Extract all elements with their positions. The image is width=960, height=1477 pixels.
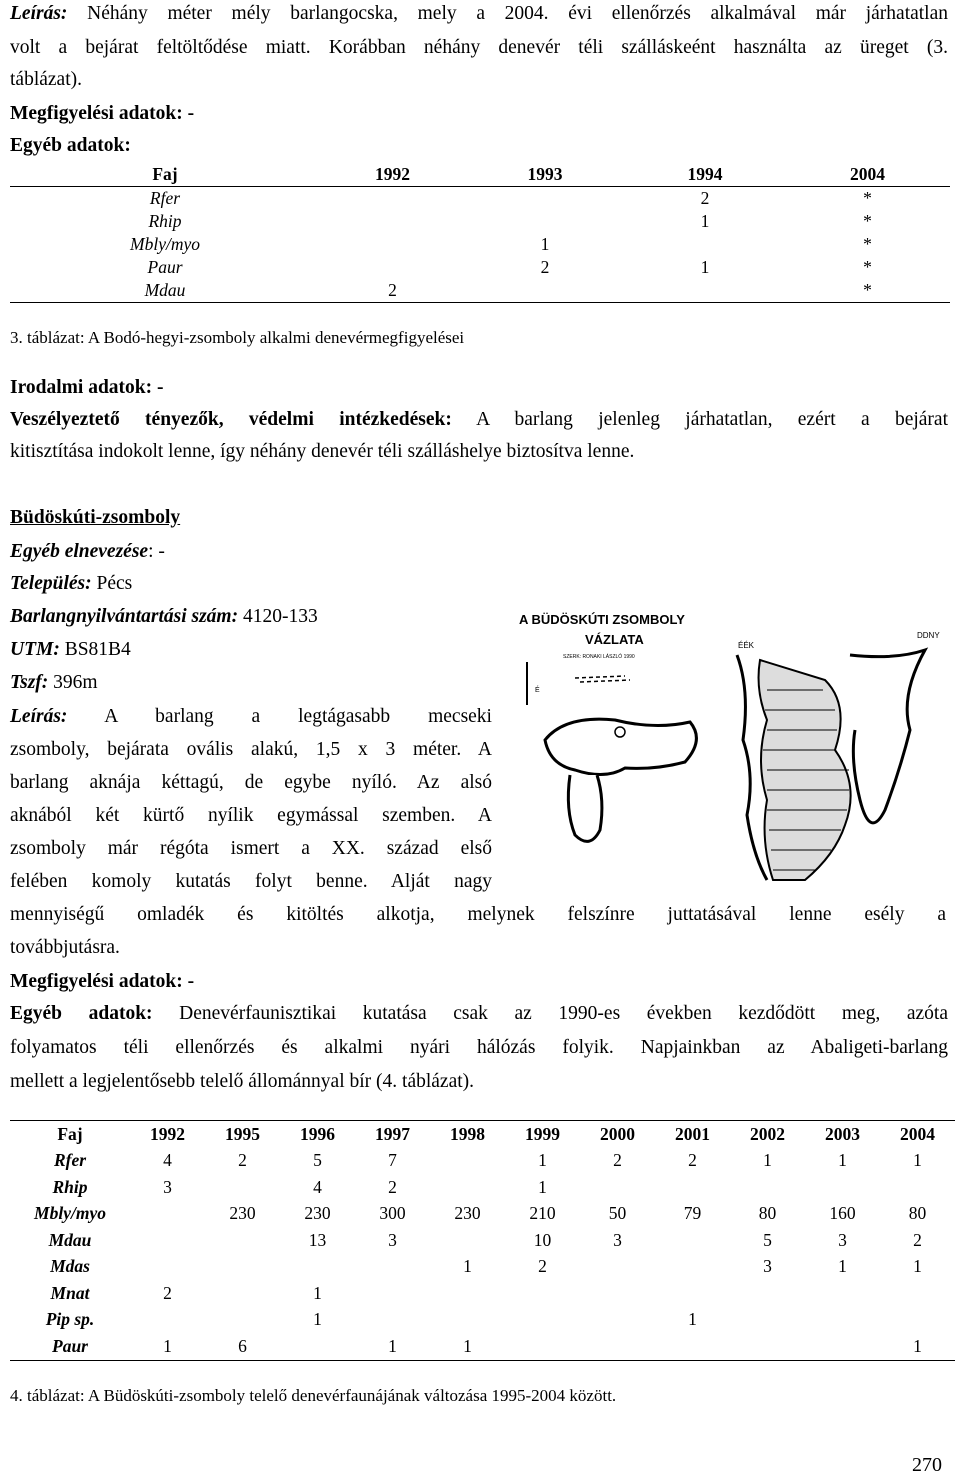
table-cell: [430, 1227, 505, 1254]
table-cell: 1: [913, 1256, 922, 1277]
table-cell: 1: [540, 234, 550, 254]
table-4-header-cell: 2003: [805, 1121, 880, 1148]
table-3-header-cell: 1993: [465, 162, 625, 187]
table-4-header-cell: 1997: [355, 1121, 430, 1148]
table-4-header: [10, 1121, 955, 1148]
altitude-label: Tszf:: [10, 672, 49, 693]
table-cell: 1: [313, 1309, 322, 1330]
table-cell: 1: [130, 1333, 205, 1360]
settlement-label: Település:: [10, 573, 92, 594]
table-cell: 10: [533, 1229, 552, 1250]
table-cell: 160: [829, 1203, 856, 1224]
table-cell: 5: [313, 1150, 322, 1171]
table-cell: [655, 1227, 730, 1254]
table-cell: [205, 1227, 280, 1254]
table-cell: [805, 1307, 880, 1334]
table-cell: *: [863, 211, 872, 231]
cave-desc-line8: továbbjutásra.: [10, 937, 120, 958]
table-cell: 2: [700, 188, 710, 208]
table-cell: *: [863, 234, 872, 254]
species-cell: Rhip: [52, 1176, 88, 1197]
table-cell: 300: [379, 1203, 406, 1224]
table-cell: 2: [613, 1150, 622, 1171]
table-cell: [580, 1174, 655, 1201]
table-4-caption: 4. táblázat: A Büdöskúti-zsomboly telelő denevérfaunájának változása 1995-2004 között.: [10, 1386, 617, 1405]
table-4-header-cell: 2002: [730, 1121, 805, 1148]
table-3-header: [10, 162, 950, 187]
literature-heading: Irodalmi adatok: -: [10, 377, 164, 398]
table-cell: [130, 1307, 205, 1334]
cave-registry: [10, 605, 318, 629]
table-cell: 1: [700, 211, 710, 231]
table-4-header-cell: 1999: [505, 1121, 580, 1148]
observation-heading-1: Megfigyelési adatok: -: [10, 103, 195, 124]
cave-alt-name: [10, 540, 165, 564]
table-cell: [465, 210, 625, 233]
table-cell: [730, 1174, 805, 1201]
other-data-line3: mellett a legjelentősebb telelő állománnyal bír (4. táblázat).: [10, 1071, 475, 1092]
species-cell: Mdas: [50, 1256, 90, 1277]
table-row: [10, 256, 950, 279]
threats-line2: kitisztítása indokolt lenne, így néhány denevér téli szálláshelye biztosítva lenne.: [10, 441, 635, 462]
table-cell: [130, 1227, 205, 1254]
threats-label: Veszélyeztető tényezők, védelmi intézkedések:: [10, 409, 452, 430]
table-4-header-cell: Faj: [10, 1121, 130, 1148]
table-cell: 5: [763, 1229, 772, 1250]
species-cell: Mbly/myo: [34, 1203, 106, 1224]
cave-sketch: [505, 600, 955, 890]
cave-altitude: [10, 671, 98, 695]
table-cell: [580, 1280, 655, 1307]
cave-desc-line6: felében komoly kutatás folyt benne. Alját nagy: [10, 871, 492, 892]
table-cell: 1: [538, 1150, 547, 1171]
table-cell: [205, 1307, 280, 1334]
table-cell: 210: [529, 1203, 556, 1224]
table-cell: [805, 1333, 880, 1360]
table-cell: 2: [320, 279, 465, 303]
utm-value: BS81B4: [64, 639, 131, 660]
registry-label: Barlangnyilvántartási szám:: [10, 606, 239, 627]
table-cell: 2: [538, 1256, 547, 1277]
other-data-line2: folyamatos téli ellenőrzés és alkalmi nyári hálózás folyik. Napjainkban az Abaligeti-barlang: [10, 1037, 948, 1058]
sketch-label-ddny: DDNY: [917, 631, 940, 640]
para1-line2: volt a bejárat feltöltődése miatt. Korábban néhány denevér téli szálláskeént használta az üreget (3.: [10, 37, 948, 58]
table-row: [10, 233, 950, 256]
sketch-subtitle: VÁZLATA: [585, 632, 644, 647]
table-cell: 6: [205, 1333, 280, 1360]
para1-text1: Néhány méter mély barlangocska, mely a 2004. évi ellenőrzés alkalmával már járhatatlan: [87, 3, 949, 24]
table-cell: 2: [163, 1282, 172, 1303]
threats-line1: [10, 408, 948, 432]
cave-settlement: [10, 572, 132, 596]
other-data-heading-1: Egyéb adatok:: [10, 135, 131, 156]
table-cell: 1: [700, 257, 710, 277]
table-cell: 230: [454, 1203, 481, 1224]
table-cell: 2: [540, 257, 550, 277]
table-cell: 2: [238, 1150, 247, 1171]
table-3-header-cell: 2004: [785, 162, 950, 187]
table-cell: [880, 1307, 955, 1334]
cave-desc-line4: aknából két kürtő nyílik egymással szemben. A: [10, 805, 492, 826]
table-cell: 1: [430, 1333, 505, 1360]
table-4-header-cell: 2004: [880, 1121, 955, 1148]
table-cell: [730, 1280, 805, 1307]
table-cell: 230: [304, 1203, 331, 1224]
table-cell: 230: [229, 1203, 256, 1224]
other-data-line1: [10, 1002, 948, 1026]
table-cell: 1: [763, 1150, 772, 1171]
table-row: [10, 1201, 955, 1228]
sketch-label-e: É: [535, 687, 540, 694]
cave-desc-line3: barlang aknája kéttagú, de egybe nyíló. Az alsó: [10, 772, 492, 793]
table-cell: 3: [163, 1176, 172, 1197]
para1-line3: táblázat).: [10, 69, 82, 90]
table-cell: [280, 1333, 355, 1360]
table-cell: [580, 1307, 655, 1334]
table-cell: *: [863, 257, 872, 277]
cave-desc-line1: [10, 705, 492, 729]
table-cell: [730, 1307, 805, 1334]
table-cell: 1: [313, 1282, 322, 1303]
threats-text1: A barlang jelenleg járhatatlan, ezért a bejárat: [476, 409, 948, 430]
table-cell: 13: [308, 1229, 327, 1250]
table-cell: [655, 1254, 730, 1281]
observation-heading-2: Megfigyelési adatok: -: [10, 971, 195, 992]
table-row: [10, 1280, 955, 1307]
cave-utm: [10, 638, 131, 662]
table-4: [10, 1120, 955, 1361]
table-cell: 80: [758, 1203, 777, 1224]
utm-label: UTM:: [10, 639, 60, 660]
table-cell: 7: [388, 1150, 397, 1171]
species-cell: Mdau: [48, 1229, 92, 1250]
table-cell: [205, 1174, 280, 1201]
table-row: [10, 1307, 955, 1334]
para1-label: Leírás:: [10, 3, 68, 24]
table-cell: 1: [913, 1150, 922, 1171]
table-cell: [205, 1254, 280, 1281]
table-cell: [430, 1280, 505, 1307]
sketch-author: SZERK: RONAKI LÁSZLÓ 1990: [563, 654, 635, 660]
alt-name-label: Egyéb elnevezése: [10, 541, 149, 562]
table-row: [10, 187, 950, 211]
plan-view-lower: [568, 775, 602, 841]
table-cell: *: [863, 188, 872, 208]
table-cell: [880, 1280, 955, 1307]
surface-line: [575, 676, 630, 682]
table-3-header-cell: Faj: [10, 162, 320, 187]
species-cell: Rhip: [148, 211, 182, 231]
table-4-header-cell: 1996: [280, 1121, 355, 1148]
other-data-label: Egyéb adatok:: [10, 1003, 153, 1024]
table-row: [10, 279, 950, 303]
cave-desc-line5: zsomboly már régóta ismert a XX. század első: [10, 838, 492, 859]
sketch-title: A BÜDÖSKÚTI ZSOMBOLY: [519, 612, 685, 627]
table-cell: [430, 1148, 505, 1175]
table-cell: [625, 279, 785, 303]
registry-value: 4120-133: [242, 606, 318, 627]
table-cell: 3: [613, 1229, 622, 1250]
table-cell: 1: [880, 1333, 955, 1360]
species-cell: Mdau: [10, 279, 320, 303]
table-cell: [655, 1333, 730, 1360]
species-cell: Pip sp.: [45, 1309, 95, 1330]
table-row: [10, 1333, 955, 1360]
table-cell: [805, 1280, 880, 1307]
species-cell: Paur: [147, 257, 183, 277]
table-cell: [625, 233, 785, 256]
table-3-header-cell: 1994: [625, 162, 785, 187]
table-cell: [805, 1174, 880, 1201]
alt-name-value: : -: [148, 541, 165, 562]
sketch-label-eek: ÉÉK: [738, 641, 755, 650]
table-cell: [320, 187, 465, 211]
table-row: [10, 1148, 955, 1175]
table-cell: [730, 1333, 805, 1360]
table-cell: 79: [683, 1203, 702, 1224]
table-4-header-cell: 1998: [430, 1121, 505, 1148]
table-cell: [320, 256, 465, 279]
table-4-header-cell: 2001: [655, 1121, 730, 1148]
table-cell: [355, 1254, 430, 1281]
table-cell: [130, 1254, 205, 1281]
table-cell: 4: [313, 1176, 322, 1197]
table-cell: [465, 279, 625, 303]
table-cell: [130, 1201, 205, 1228]
table-cell: [505, 1280, 580, 1307]
table-cell: [280, 1254, 355, 1281]
table-row: [10, 1174, 955, 1201]
table-cell: [880, 1174, 955, 1201]
cave-desc-line2: zsomboly, bejárata ovális alakú, 1,5 x 3 méter. A: [10, 739, 492, 760]
para1-line1: [10, 2, 948, 26]
page-number: 270: [912, 1454, 942, 1476]
table-cell: [655, 1280, 730, 1307]
table-4-header-cell: 1995: [205, 1121, 280, 1148]
table-cell: [505, 1307, 580, 1334]
table-cell: [430, 1174, 505, 1201]
table-cell: [205, 1280, 280, 1307]
table-cell: 2: [913, 1229, 922, 1250]
table-row: [10, 1254, 955, 1281]
species-cell: Mnat: [50, 1282, 90, 1303]
table-4-header-cell: 1992: [130, 1121, 205, 1148]
table-cell: 1: [838, 1150, 847, 1171]
species-cell: Mbly/myo: [130, 234, 200, 254]
table-cell: 1: [463, 1256, 472, 1277]
table-cell: [580, 1333, 655, 1360]
table-cell: 2: [688, 1150, 697, 1171]
species-cell: Rfer: [53, 1150, 87, 1171]
section-right-wall: [850, 650, 925, 823]
table-cell: 1: [538, 1176, 547, 1197]
table-3-header-cell: 1992: [320, 162, 465, 187]
species-cell: Rfer: [149, 188, 181, 208]
table-cell: [655, 1174, 730, 1201]
table-cell: 2: [388, 1176, 397, 1197]
table-cell: 4: [163, 1150, 172, 1171]
species-cell: Paur: [10, 1333, 130, 1360]
table-cell: [355, 1280, 430, 1307]
table-4-header-cell: 2000: [580, 1121, 655, 1148]
table-cell: 3: [838, 1229, 847, 1250]
table-row: [10, 210, 950, 233]
desc-label: Leírás:: [10, 706, 68, 727]
table-row: [10, 1227, 955, 1254]
table-cell: 1: [688, 1309, 697, 1330]
table-cell: *: [785, 279, 950, 303]
table-cell: 1: [838, 1256, 847, 1277]
cave-desc-line7: mennyiségű omladék és kitöltés alkotja, melynek felszínre juttatásával lenne esély a: [10, 904, 946, 925]
settlement-value: Pécs: [96, 573, 133, 594]
table-cell: 1: [355, 1333, 430, 1360]
table-cell: 3: [763, 1256, 772, 1277]
table-cell: [320, 233, 465, 256]
table-cell: [505, 1333, 580, 1360]
table-cell: [355, 1307, 430, 1334]
other-data-text1: Denevérfaunisztikai kutatása csak az 1990-es években kezdődött meg, azóta: [179, 1003, 949, 1024]
table-cell: 3: [388, 1229, 397, 1250]
table-cell: 80: [908, 1203, 927, 1224]
table-3-caption: 3. táblázat: A Bodó-hegyi-zsomboly alkalmi denevérmegfigyelései: [10, 328, 465, 347]
altitude-value: 396m: [53, 672, 98, 693]
table-cell: [465, 187, 625, 211]
table-cell: [320, 210, 465, 233]
cave-title: Büdöskúti-zsomboly: [10, 507, 181, 528]
table-cell: [430, 1307, 505, 1334]
table-cell: [580, 1254, 655, 1281]
table-cell: 50: [608, 1203, 627, 1224]
desc-text: A barlang a legtágasabb mecseki: [104, 706, 492, 727]
table-3: [10, 162, 950, 303]
